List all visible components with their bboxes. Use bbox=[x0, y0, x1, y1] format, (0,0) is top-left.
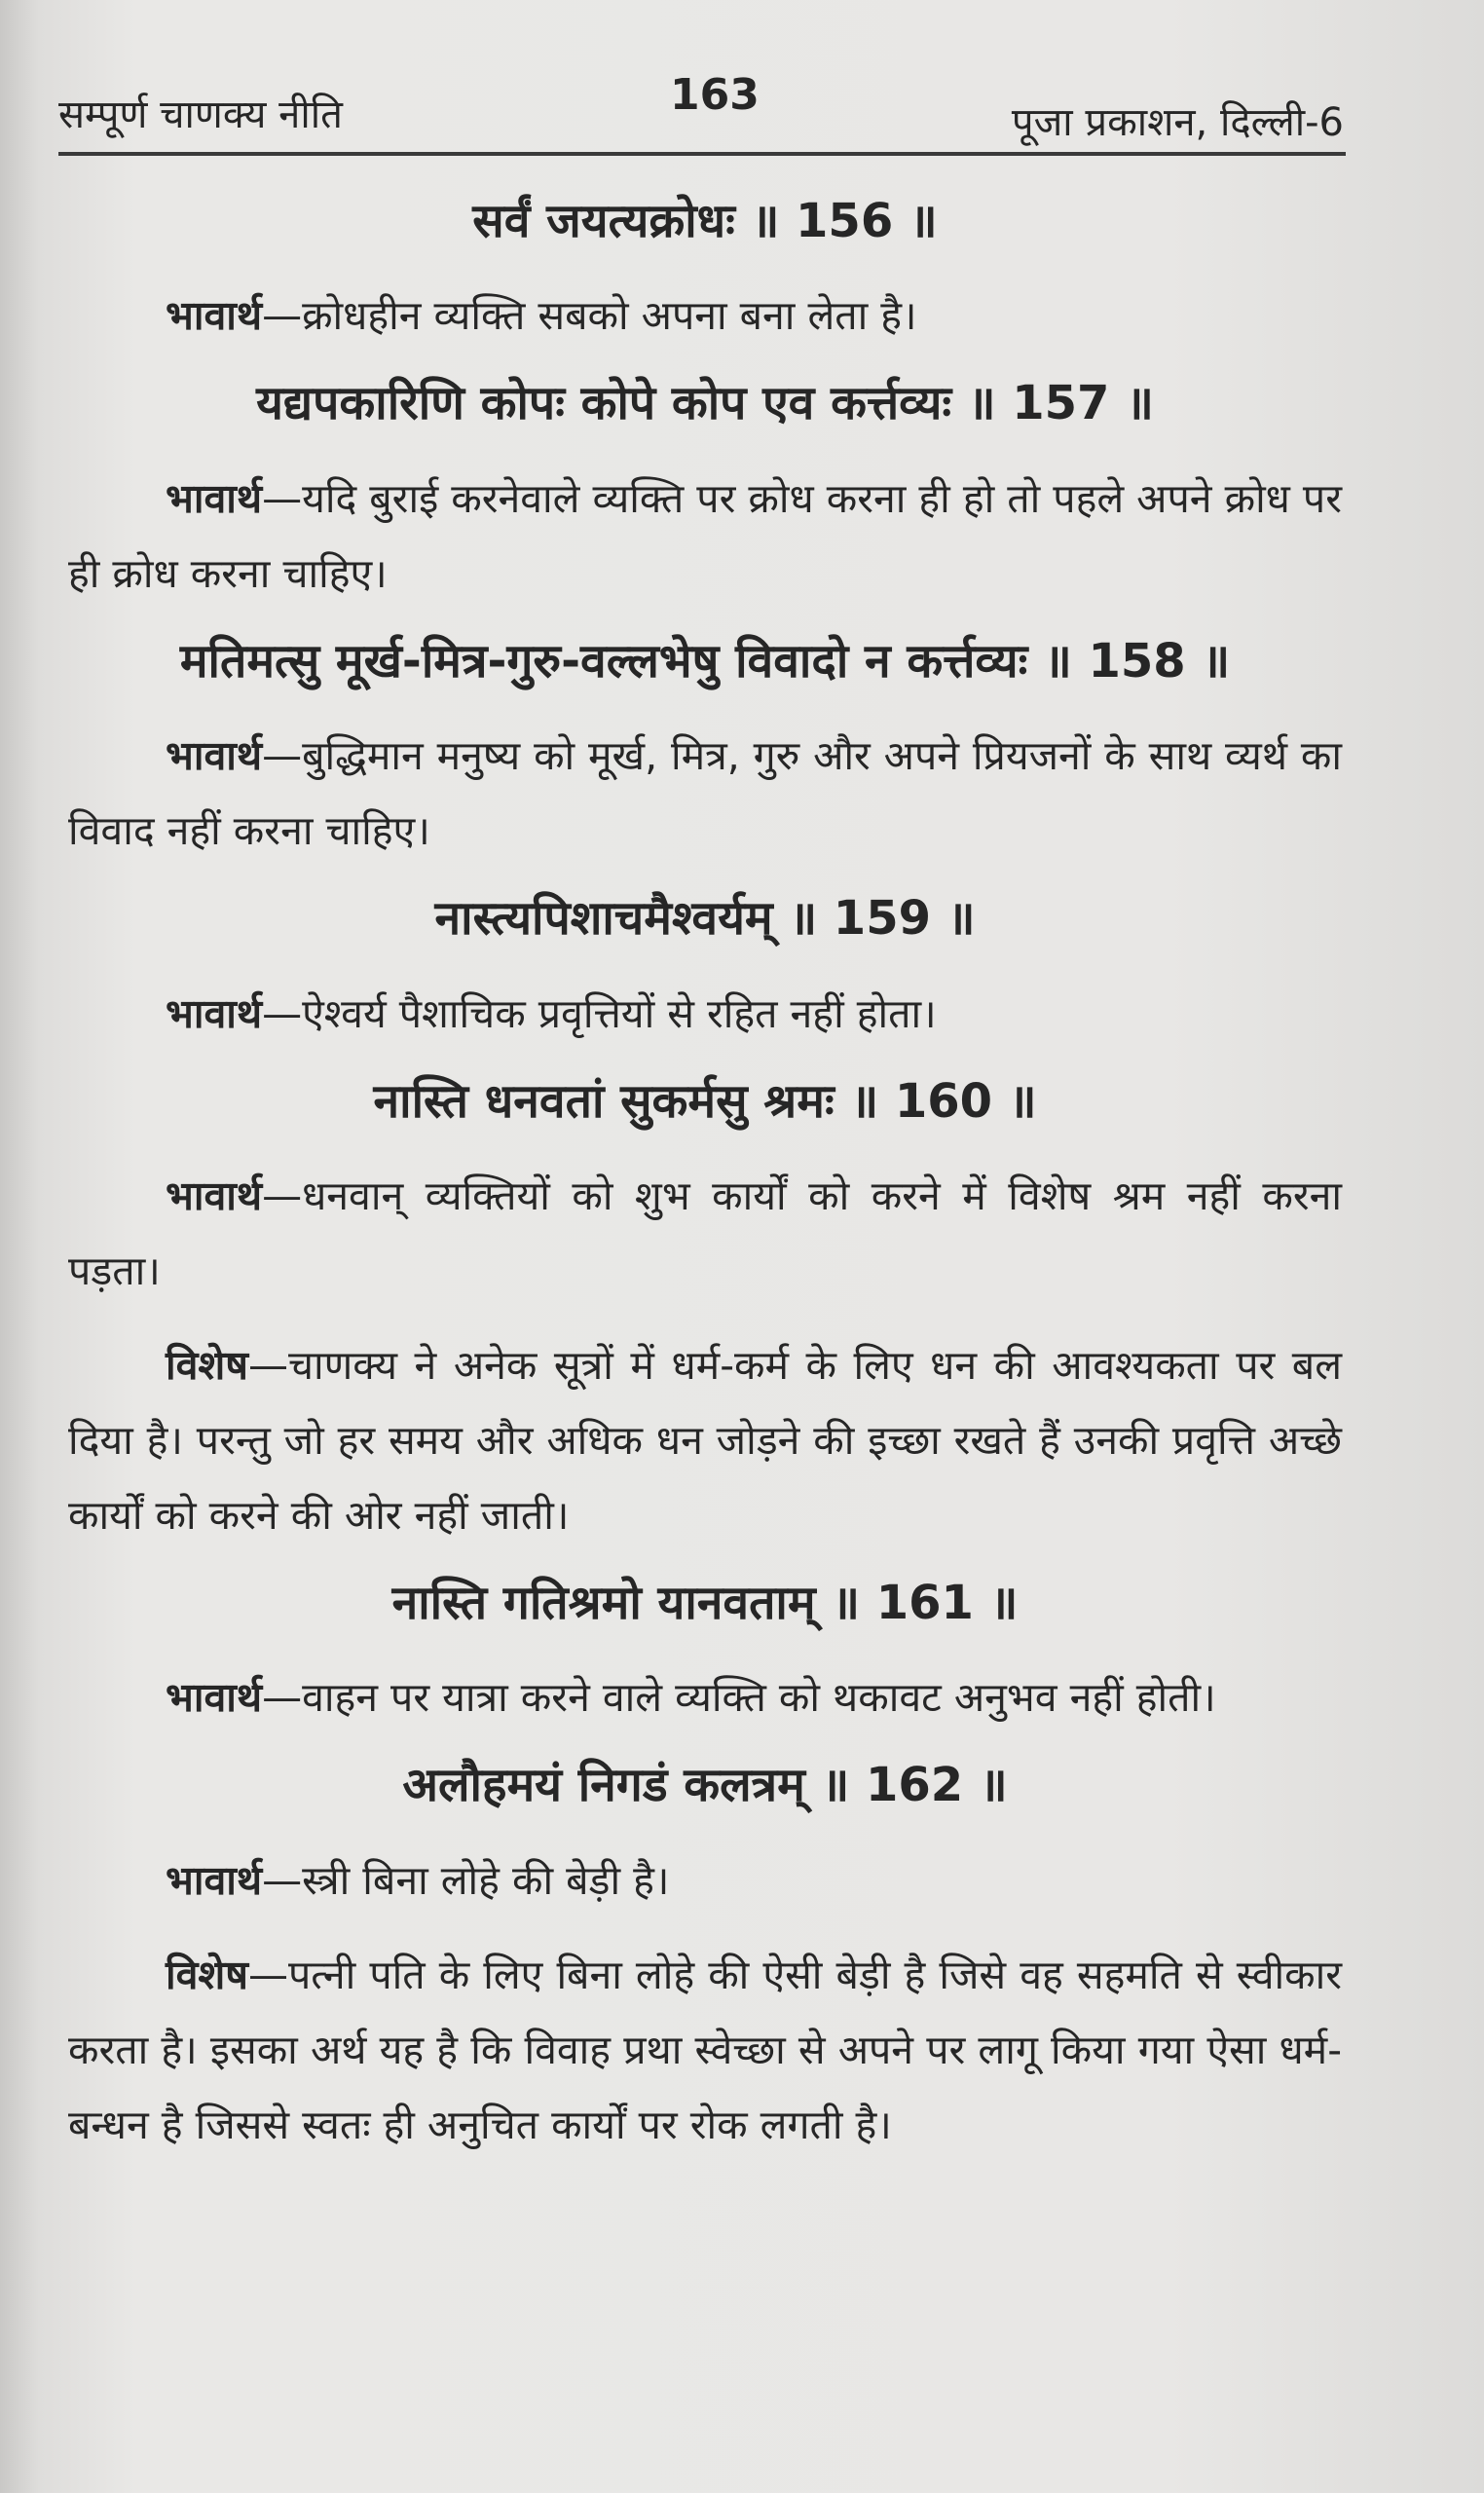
sutra-heading: मतिमत्सु मूर्ख-मित्र-गुरु-वल्लभेषु विवादो न कर्त्तव्यः ॥ 158 ॥ bbox=[179, 633, 1231, 688]
explanation-paragraph bbox=[68, 1660, 1342, 1735]
para-label: भावार्थ bbox=[166, 1856, 263, 1904]
para-label: भावार्थ bbox=[166, 989, 263, 1037]
para-label: भावार्थ bbox=[166, 732, 263, 780]
page-content bbox=[68, 175, 1342, 2182]
sutra-heading: नास्ति धनवतां सुकर्मसु श्रमः ॥ 160 ॥ bbox=[373, 1073, 1037, 1129]
para-text: —पत्नी पति के लिए बिना लोहे की ऐसी बेड़ी है जिसे वह सहमति से स्वीकार करता है। इसका अर्थ यह है कि विवाह प्रथा स्वेच्छा से अपने पर लागू किया गया ऐसा धर्म-बन्धन है जिससे स्वतः ही अनुचित कार्यों पर रोक लगती है। bbox=[68, 1951, 1342, 2148]
para-label: विशेष bbox=[166, 1951, 248, 1998]
sutra-heading: नास्त्यपिशाचमैश्वर्यम् ॥ 159 ॥ bbox=[434, 891, 976, 947]
explanation-paragraph bbox=[68, 719, 1342, 869]
para-text: —स्त्री बिना लोहे की बेड़ी है। bbox=[262, 1856, 670, 1904]
explanation-paragraph bbox=[68, 279, 1342, 353]
special-note-paragraph bbox=[68, 1938, 1342, 2163]
para-label: भावार्थ bbox=[166, 1674, 263, 1722]
para-label: विशेष bbox=[166, 1341, 248, 1389]
page-number: 163 bbox=[670, 70, 760, 120]
para-text: —बुद्धिमान मनुष्य को मूर्ख, मित्र, गुरु और अपने प्रियजनों के साथ व्यर्थ का विवाद नहीं करना चाहिए। bbox=[68, 732, 1342, 855]
sutra-heading: सर्वं जयत्यक्रोधः ॥ 156 ॥ bbox=[472, 194, 938, 248]
explanation-paragraph bbox=[68, 1159, 1342, 1309]
explanation-paragraph bbox=[68, 462, 1342, 612]
para-text: —ऐश्वर्य पैशाचिक प्रवृत्तियों से रहित नहीं होता। bbox=[262, 989, 937, 1037]
page-header bbox=[58, 58, 1344, 156]
explanation-paragraph bbox=[68, 1843, 1342, 1918]
book-title: सम्पूर्ण चाणक्य नीति bbox=[58, 93, 343, 137]
publisher-name: पूजा प्रकाशन, दिल्ली-6 bbox=[1011, 100, 1344, 145]
sutra-heading: यद्यपकारिणि कोपः कोपे कोप एव कर्त्तव्यः ॥ 157 ॥ bbox=[256, 376, 1154, 431]
para-text: —क्रोधहीन व्यक्ति सबको अपना बना लेता है। bbox=[262, 292, 917, 340]
para-text: —धनवान् व्यक्तियों को शुभ कार्यों को करने में विशेष श्रम नहीं करना पड़ता। bbox=[68, 1172, 1342, 1294]
sutra-heading: नास्ति गतिश्रमो यानवताम् ॥ 161 ॥ bbox=[391, 1575, 1019, 1630]
para-text: —यदि बुराई करनेवाले व्यक्ति पर क्रोध करना ही हो तो पहले अपने क्रोध पर ही क्रोध करना चाहिए। bbox=[68, 474, 1342, 597]
para-text: —चाणक्य ने अनेक सूत्रों में धर्म-कर्म के लिए धन की आवश्यकता पर बल दिया है। परन्तु जो हर समय और अधिक धन जोड़ने की इच्छा रखते हैं उनकी प्रवृत्ति अच्छे कार्यों को करने की ओर नहीं जाती। bbox=[68, 1341, 1342, 1539]
para-label: भावार्थ bbox=[166, 1172, 263, 1219]
sutra-heading: अलौहमयं निगडं कलत्रम् ॥ 162 ॥ bbox=[402, 1758, 1008, 1813]
para-label: भावार्थ bbox=[166, 474, 263, 522]
para-text: —वाहन पर यात्रा करने वाले व्यक्ति को थकावट अनुभव नहीं होती। bbox=[262, 1674, 1216, 1722]
header-rule bbox=[58, 152, 1346, 156]
para-label: भावार्थ bbox=[166, 292, 263, 340]
special-note-paragraph bbox=[68, 1328, 1342, 1553]
explanation-paragraph bbox=[68, 977, 1342, 1052]
